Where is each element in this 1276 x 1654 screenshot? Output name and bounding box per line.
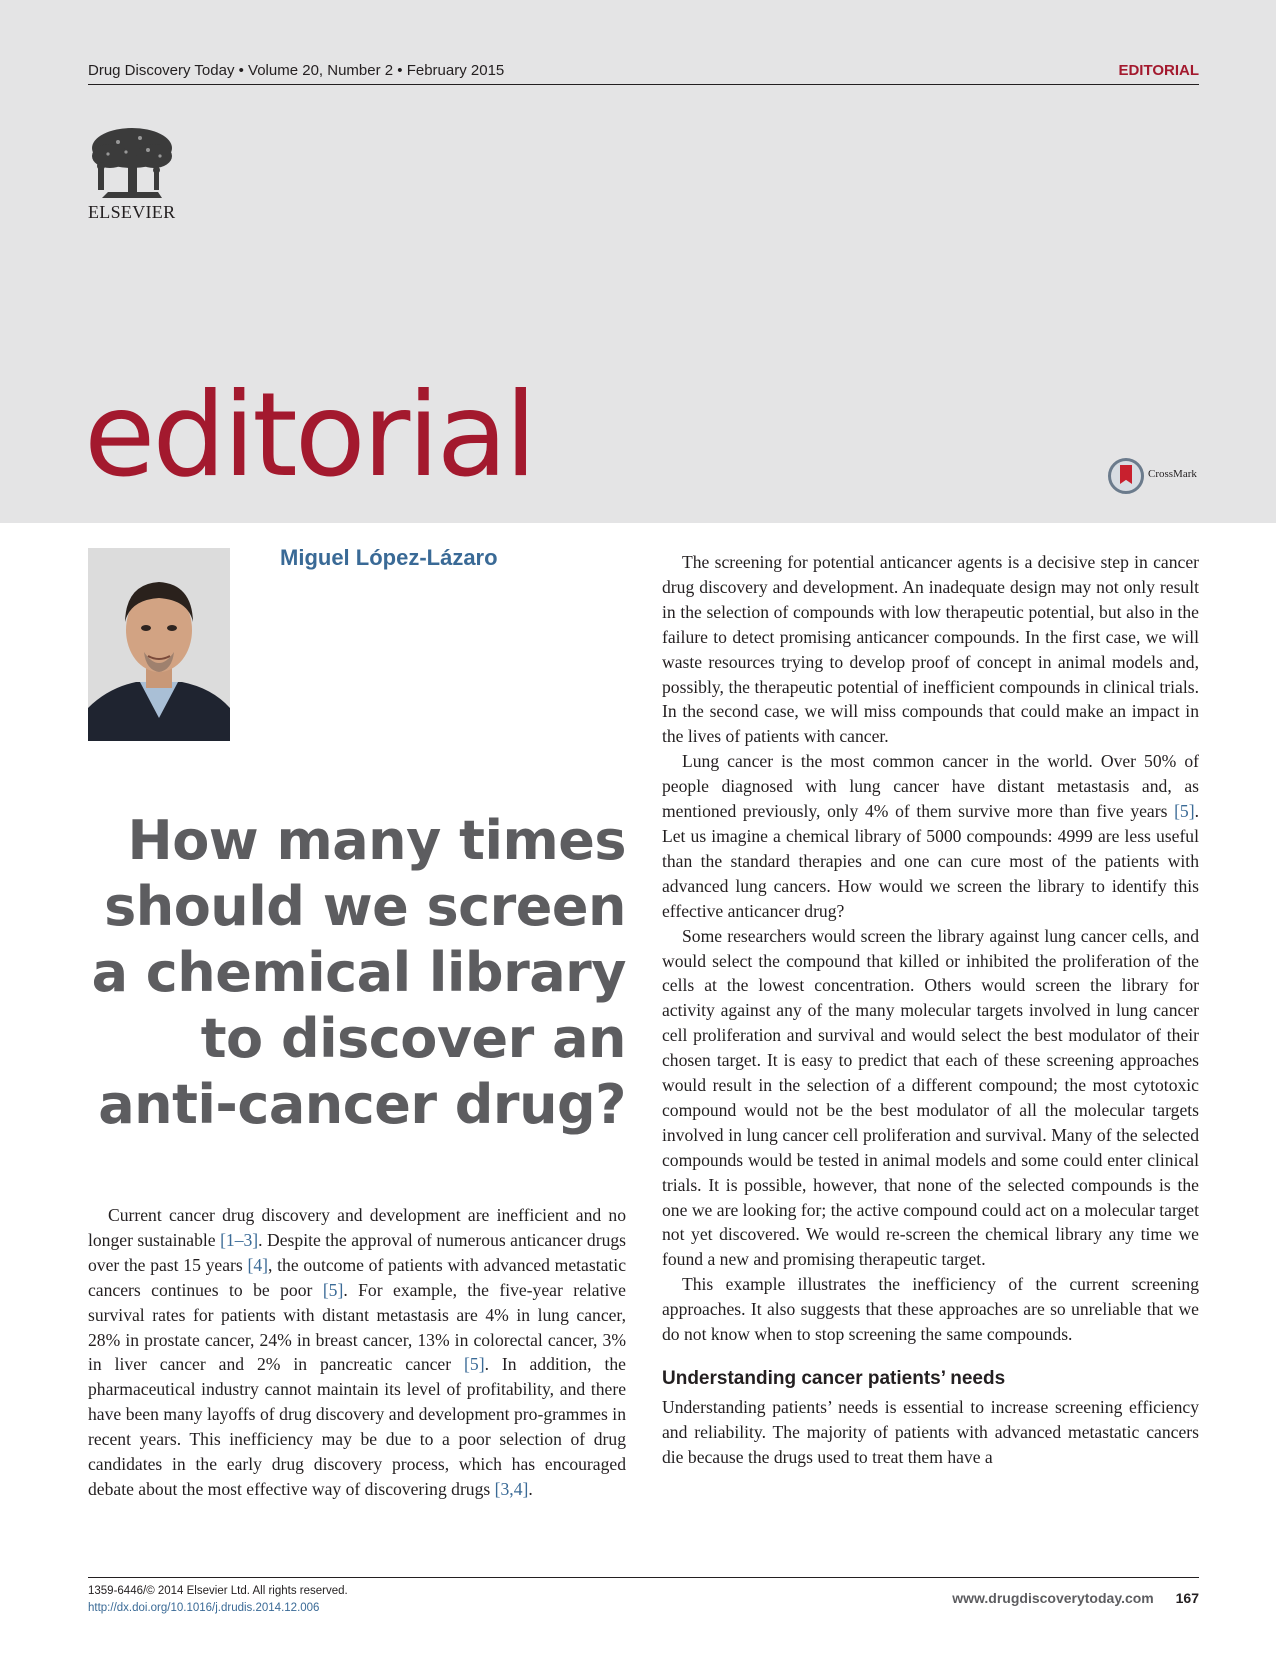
citation-link[interactable]: [3,4]: [494, 1478, 529, 1499]
right-column: [662, 550, 1199, 1470]
body-paragraph: Some researchers would screen the library against lung cancer cells, and would select the compound that killed or inhibited the proliferation of the cells at the lowest concentration. Others would screen the library for activity against any of the many molecular targets involved in lung cancer cell proliferation and survival and would select the best modulator of their chosen target. It is easy to predict that each of these screening approaches would result in the selection of a different compound; the most cytotoxic compound would not be the best modulator of all the molecular targets involved in lung cancer cell proliferation and survival. Many of the selected compounds would be tested in animal models and some could enter clinical trials. It is possible, however, that none of the selected compounds is the one we are looking for; the active compound could act on a molecular target not yet discovered. We would re-screen the chemical library any time we found a new and promising therapeutic target.: [662, 925, 1199, 1270]
body-paragraph: Lung cancer is the most common cancer in the world. Over 50% of people diagnosed with lung cancer have distant metastasis and, as mentioned previously, only 4% of them survive more than five years [5]. Let us imagine a chemical library of 5000 compounds: 4999 are less useful than the standard therapies and one can cure most of the patients with advanced lung cancers. How would we screen the library to identify this effective anticancer drug?: [662, 751, 1199, 921]
publisher-logo: [88, 126, 180, 223]
elsevier-tree-icon: [88, 126, 176, 200]
author-name: Miguel López-Lázaro: [280, 545, 498, 570]
body-paragraph: The screening for potential anticancer agents is a decisive step in cancer drug discovery and development. An inadequate design may not only result in the selection of compounds with low therapeutic potential, but also in the failure to detect promising anticancer compounds. In the first case, we will waste resources trying to develop proof of concept in animal models and, possibly, the therapeutic potential of inefficient compounds in clinical trials. In the second case, we will miss compounds that could make an impact in the lives of patients with cancer.: [662, 552, 1199, 747]
footer-right: [952, 1590, 1199, 1606]
body-paragraph: Current cancer drug discovery and development are inefficient and no longer sustainable [1–3]. Despite the approval of numerous anticancer drugs over the past 15 years [4], the outcome of patients with advanced metastatic cancers continues to be poor [5]. For example, the five-year relative survival rates for patients with distant metastasis are 4% in lung cancer, 28% in prostate cancer, 24% in breast cancer, 13% in colorectal cancer, 3% in liver cancer and 2% in pancreatic cancer [5]. In addition, the pharmaceutical industry cannot maintain its level of profitability, and there have been many layoffs of drug discovery and development pro-grammes in recent years. This inefficiency may be due to a poor selection of drug candidates in the early drug discovery process, which has encouraged debate about the most effective way of discovering drugs [3,4].: [88, 1205, 627, 1499]
author-portrait: [88, 548, 230, 741]
left-column: [88, 1203, 626, 1502]
citation-link[interactable]: [5]: [464, 1354, 485, 1375]
body-paragraph: This example illustrates the inefficiency of the current screening approaches. It also suggests that these approaches are so unreliable that we do not know when to stop screening the same compounds.: [662, 1274, 1199, 1345]
citation-link[interactable]: [1–3]: [220, 1229, 259, 1250]
citation-link[interactable]: [4]: [247, 1254, 268, 1275]
section-label: EDITORIAL: [1118, 62, 1199, 79]
journal-website-link[interactable]: www.drugdiscoverytoday.com: [952, 1590, 1154, 1606]
footer-left: [88, 1583, 348, 1617]
journal-citation: Drug Discovery Today • Volume 20, Number 2 • February 2015: [88, 62, 505, 79]
footer-rule: [88, 1577, 1199, 1578]
section-heading: Understanding cancer patients’ needs: [662, 1368, 1006, 1389]
crossmark-icon: [1108, 458, 1144, 494]
citation-link[interactable]: [5]: [1174, 801, 1195, 822]
doi-link[interactable]: http://dx.doi.org/10.1016/j.drudis.2014.12.006: [88, 1602, 320, 1614]
section-word: editorial: [84, 368, 534, 503]
running-head: [88, 58, 1199, 85]
body-paragraph: Understanding patients’ needs is essential to increase screening efficiency and reliability. The majority of patients with advanced metastatic cancers die because the drugs used to treat them have a: [662, 1397, 1199, 1467]
page-number: 167: [1175, 1590, 1199, 1606]
author-photo-icon: [88, 548, 230, 741]
crossmark-label: CrossMark: [1148, 468, 1197, 480]
crossmark-badge[interactable]: [1108, 458, 1200, 494]
citation-link[interactable]: [5]: [322, 1279, 344, 1300]
publisher-wordmark: ELSEVIER: [88, 202, 176, 222]
article-title: How many times should we screen a chemical library to discover an anti-cancer drug?: [91, 809, 626, 1136]
copyright-line: 1359-6446/© 2014 Elsevier Ltd. All rights reserved.: [88, 1585, 348, 1597]
